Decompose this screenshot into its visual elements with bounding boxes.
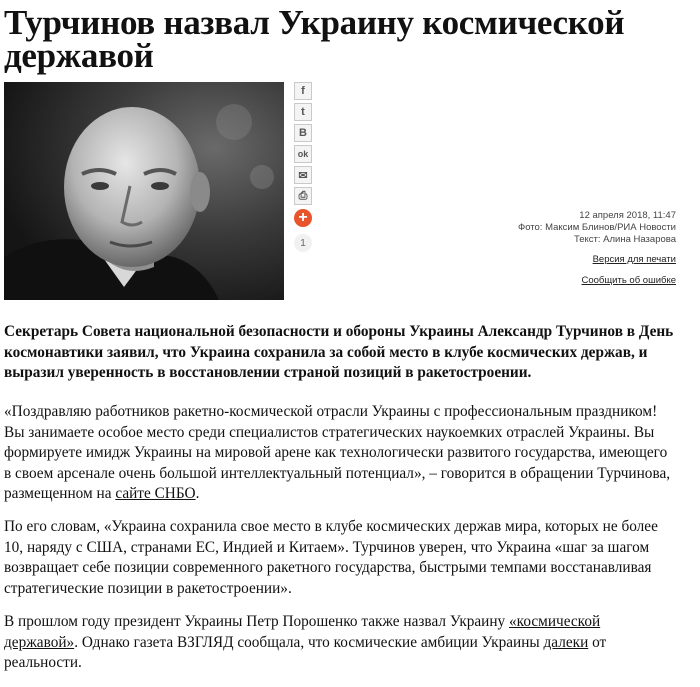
article-title: Турчинов назвал Украину космической державой <box>4 3 625 75</box>
print-icon: ⎙ <box>298 189 308 202</box>
vk-share-button[interactable] <box>294 124 312 142</box>
space-power-link[interactable]: «космической державой» <box>4 613 601 651</box>
share-count <box>294 234 312 252</box>
article-meta <box>518 210 676 246</box>
nsdc-site-link[interactable]: сайте СНБО <box>115 485 196 502</box>
twitter-share-button[interactable] <box>294 103 312 121</box>
paragraph-1-end: . <box>195 485 200 502</box>
vk-icon: B <box>299 127 307 139</box>
print-share-button[interactable] <box>294 187 312 205</box>
facebook-share-button[interactable] <box>294 82 312 100</box>
print-version-link[interactable]: Версия для печати <box>592 254 676 265</box>
more-share-button[interactable] <box>294 209 312 227</box>
text-credit: Текст: Алина Назарова <box>573 234 676 245</box>
paragraph-1-text: «Поздравляю работников ракетно-космической отрасли Украины с профессиональным праздником! Вы занимаете особое место среди специалистов стратегических наукоемких отраслей Украины. Вы формируете имидж Украины на мировой арене как технологически развитого государства, имеющего в своем арсенале очень большой интеллектуальный потенциал», – говорится в обращении Турчинова, размещенном на <box>4 403 671 502</box>
share-count-value: 1 <box>300 237 306 249</box>
photo-credit: Фото: Максим Блинов/РИА Новости <box>517 222 676 233</box>
twitter-icon: t <box>301 106 305 118</box>
article-photo <box>4 82 284 300</box>
plus-icon: + <box>298 209 308 226</box>
article-paragraph-3 <box>4 612 676 674</box>
article-paragraph-2: По его словам, «Украина сохранила свое место в клубе космических держав мира, которых не более 10, наряду с США, странами ЕС, Индией и Китаем». Турчинов уверен, что Украина «шаг за шагом возвращает себе позиции современного ракетного государства, быстрыми темпами восстанавливая стратегические позиции в ракетостроении». <box>4 518 658 597</box>
paragraph-3-end: от реальности. <box>4 633 607 671</box>
far-from-link[interactable]: далеки <box>543 633 589 651</box>
portrait-image <box>4 82 284 300</box>
email-icon: ✉ <box>298 169 308 182</box>
paragraph-3-mid: . Однако газета ВЗГЛЯД сообщала, что космические амбиции Украины <box>74 633 544 651</box>
paragraph-3-text: В прошлом году президент Украины Петр Порошенко также назвал Украину <box>4 613 510 630</box>
article-paragraph-1 <box>4 402 676 505</box>
article-lead: Секретарь Совета национальной безопасности и обороны Украины Александр Турчинов в День космонавтики заявил, что Украина сохранила за собой место в клубе космических держав, и выразил уверенность в восстановлении страной позиций в ракетостроении. <box>4 323 674 381</box>
odnoklassniki-share-button[interactable] <box>294 145 312 163</box>
facebook-icon: f <box>301 85 305 97</box>
email-share-button[interactable] <box>294 166 312 184</box>
article-date: 12 апреля 2018, 11:47 <box>579 210 676 221</box>
report-error-link[interactable]: Сообщить об ошибке <box>581 275 676 286</box>
odnoklassniki-icon: ok <box>297 149 309 159</box>
